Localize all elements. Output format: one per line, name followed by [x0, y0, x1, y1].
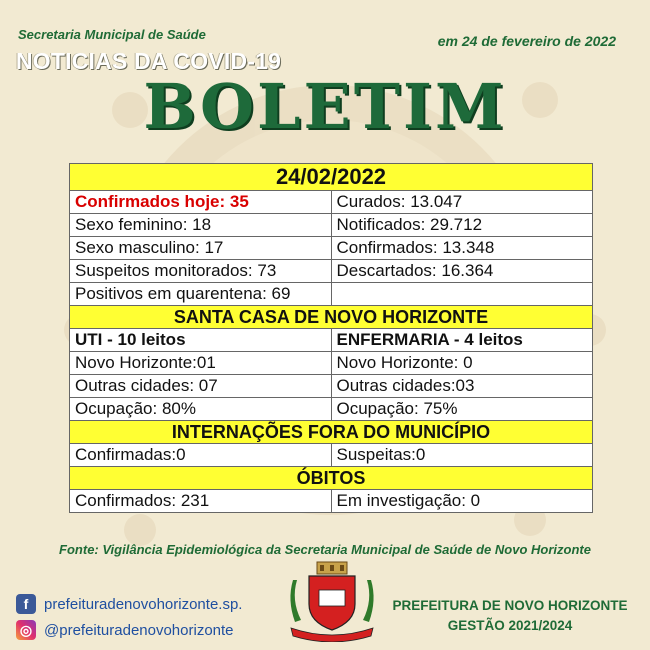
instagram-handle: @prefeituradenovohorizonte: [44, 621, 234, 639]
internacoes-heading-row: [70, 421, 593, 444]
deaths-confirmed: Confirmados: 231: [70, 490, 332, 513]
external-confirmed: Confirmadas:0: [70, 444, 332, 467]
santa-casa-heading-row: [70, 306, 593, 329]
table-row: [70, 191, 593, 214]
confirmed-total: Confirmados: 13.348: [331, 237, 593, 260]
table-row: [70, 329, 593, 352]
table-row: [70, 260, 593, 283]
quarantine-positives: Positivos em quarentena: 69: [70, 283, 332, 306]
table-row: [70, 398, 593, 421]
confirmed-today: Confirmados hoje: 35: [70, 191, 332, 214]
bulletin-date: 24/02/2022: [70, 164, 593, 191]
suspects-monitored: Suspeitos monitorados: 73: [70, 260, 332, 283]
table-row: [70, 352, 593, 375]
table-row: [70, 490, 593, 513]
recovered: Curados: 13.047: [331, 191, 593, 214]
municipal-crest-icon: [287, 560, 377, 642]
bulletin-date-line: em 24 de fevereiro de 2022: [437, 33, 616, 49]
obitos-heading-row: [70, 467, 593, 490]
external-suspects: Suspeitas:0: [331, 444, 593, 467]
facebook-link[interactable]: [16, 594, 242, 614]
discarded: Descartados: 16.364: [331, 260, 593, 283]
uti-beds: UTI - 10 leitos: [70, 329, 332, 352]
table-date-row: [70, 164, 593, 191]
ward-beds: ENFERMARIA - 4 leitos: [331, 329, 593, 352]
notified: Notificados: 29.712: [331, 214, 593, 237]
noticias-heading: NOTICIAS DA COVID-19: [16, 48, 282, 74]
table-row: [70, 444, 593, 467]
instagram-icon: ◎: [16, 620, 36, 640]
facebook-icon: f: [16, 594, 36, 614]
source-note: Fonte: Vigilância Epidemiológica da Secretaria Municipal de Saúde de Novo Horizonte: [59, 542, 591, 557]
male-count: Sexo masculino: 17: [70, 237, 332, 260]
ward-other-cities: Outras cidades:03: [331, 375, 593, 398]
deaths-investigation: Em investigação: 0: [331, 490, 593, 513]
empty-cell: [331, 283, 593, 306]
obitos-heading: ÓBITOS: [70, 467, 593, 490]
ward-novo-horizonte: Novo Horizonte: 0: [331, 352, 593, 375]
covid-bulletin-table: [69, 163, 593, 513]
table-row: [70, 283, 593, 306]
prefeitura-name: PREFEITURA DE NOVO HORIZONTE: [392, 598, 628, 613]
uti-occupancy: Ocupação: 80%: [70, 398, 332, 421]
secretaria-label: Secretaria Municipal de Saúde: [18, 27, 206, 42]
uti-other-cities: Outras cidades: 07: [70, 375, 332, 398]
santa-casa-heading: SANTA CASA DE NOVO HORIZONTE: [70, 306, 593, 329]
table-row: [70, 214, 593, 237]
gestao-label: GESTÃO 2021/2024: [447, 618, 573, 633]
instagram-link[interactable]: [16, 620, 234, 640]
table-row: [70, 375, 593, 398]
female-count: Sexo feminino: 18: [70, 214, 332, 237]
uti-novo-horizonte: Novo Horizonte:01: [70, 352, 332, 375]
table-row: [70, 237, 593, 260]
boletim-title: BOLETIM: [143, 70, 507, 143]
ward-occupancy: Ocupação: 75%: [331, 398, 593, 421]
internacoes-heading: INTERNAÇÕES FORA DO MUNICÍPIO: [70, 421, 593, 444]
facebook-handle: prefeituradenovohorizonte.sp.: [44, 595, 243, 613]
